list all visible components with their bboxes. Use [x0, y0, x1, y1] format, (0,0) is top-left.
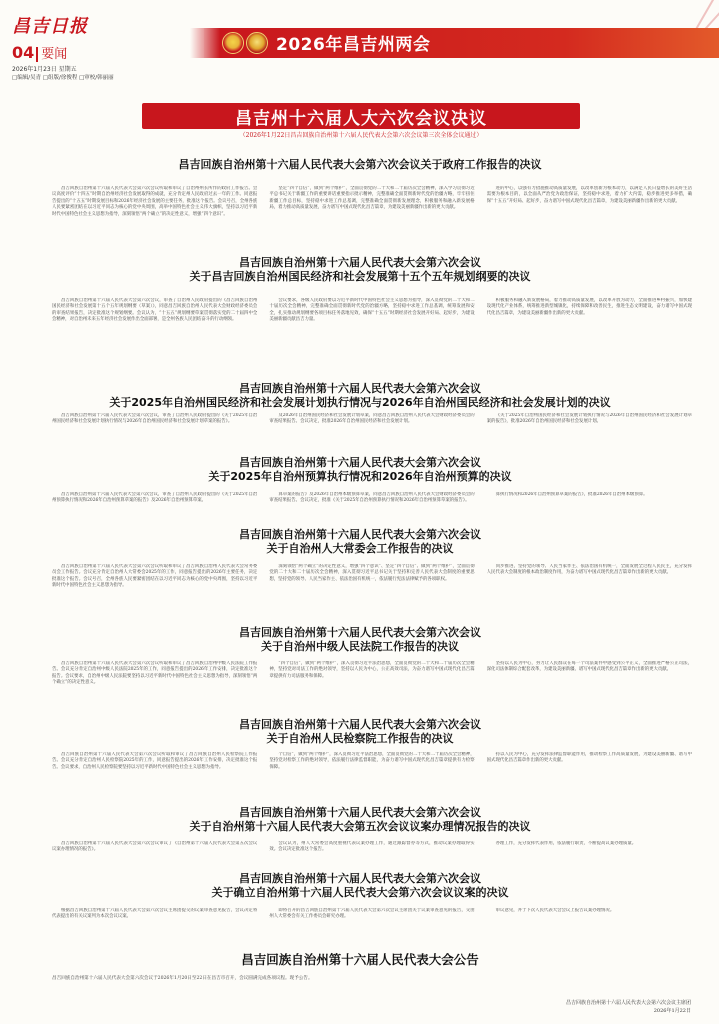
text-column: [269, 661, 474, 699]
section-name: 要闻: [36, 47, 67, 62]
resolution-body: [52, 661, 692, 699]
text-column: [487, 841, 692, 861]
paragraph: 算执行情况和2026年自治州预算草案的报告》，批准2026年自治州本级预算。: [495, 492, 648, 497]
paragraph: 及2026年自治州国民经济和社会发展计划草案，同意昌吉回族自治州人民代表大会财政经济委员会的审查结果报告。会议决定，批准2026年自治州国民经济和社会发展计划。: [269, 413, 475, 425]
issue-date: 2026年1月23日 星期五: [12, 66, 77, 73]
paragraph: 持以人民为中心，充分发挥法律监督职能作用，推动检察工作高质量发展，为建设美丽新疆、谱写中国式现代化昌吉篇章作出新的更大贡献。: [486, 752, 692, 764]
text-column: [487, 661, 692, 699]
text-column: [269, 298, 474, 350]
resolution-body: [52, 841, 692, 861]
resolution-body: [52, 752, 692, 788]
resolution-title-line1: 昌吉回族自治州第十六届人民代表大会第六次会议: [239, 718, 481, 731]
resolution-title: [50, 626, 670, 654]
paragraph: 昌吉回族自治州第十六届人民代表大会第六次会议，审查了自治州人民政府提出的《昌吉回族自治州国民经济和社会发展第十五个五年规划纲要（草案）》，同意昌吉回族自治州人民代表大会财政经济委员会的审查结果报告，决定批准这个规划纲要。会议认为，“十五五”规划纲要草案贯彻落实党的二十届四中全会精神，对自治州未来五年经济社会发展作出全面部署，是全州各族人民团结奋斗的行动纲领。: [52, 298, 258, 323]
text-column: [52, 564, 257, 604]
paragraph: 坚定“四个自信”，做到“两个维护”，全面贯彻党的二十大和二十届历次全会精神，深入学习贯彻习近平总书记关于新疆工作的重要讲话重要指示批示精神，完整准确全面贯彻新时代党的治疆方略，牢牢扭住新疆工作总目标，坚持稳中求进工作总基调，完整准确全面贯彻新发展理念，积极服务和融入新发展格局，着力推动高质量发展，奋力谱写中国式现代化昌吉篇章，为建设美丽新疆作出新的更大贡献。: [269, 186, 475, 211]
masthead: [0, 0, 719, 88]
paragraph: 进的中心，以强有力措施推动高质量发展，以改革创新为根本动力，以满足人民日益增长的美好生活需要为根本目的，以全面从严治党为政治保证，坚持稳中求进，着力扩大内需，稳步推进更多举措，确保“十五五”开好局、起好步，奋力谱写中国式现代化昌吉篇章，为建设美丽新疆作出新的更大贡献。: [486, 186, 692, 204]
paragraph: 昌吉回族自治州第十六届人民代表大会第六次会议，审查了自治州人民政府提出的《关于2025年自治州国民经济和社会发展计划执行情况与2026年自治州国民经济和社会发展计划草案的报告》。: [52, 413, 258, 425]
resolution-title: [50, 528, 670, 556]
resolution-body: [52, 564, 692, 604]
text-column: [487, 564, 692, 604]
cppcc-emblem-icon: [246, 32, 268, 54]
editor-credits: □编辑/吴青 □组版/徐俊程 □审校/韩丽丽: [12, 75, 114, 81]
text-column: [269, 186, 474, 234]
text-column: [52, 752, 257, 788]
resolution-title-line2: 关于昌吉回族自治州国民经济和社会发展第十五个五年规划纲要的决议: [189, 270, 531, 283]
paragraph: 昌吉回族自治州第十六届人民代表大会第六次会议听取和审议了昌吉回族自治州中级人民法院工作报告。会议充分肯定自治州中级人民法院2025年的工作，同意报告提出的2026年工作安排，决定批准这个报告。会议要求，自治州中级人民法院要坚持以习近平新时代中国特色社会主义思想为指导，深刻领悟“两个确立”的决定性意义。: [52, 661, 258, 686]
text-column: [269, 752, 474, 788]
resolution-title-line1: 昌吉回族自治州第十六届人民代表大会第六次会议: [239, 872, 481, 885]
text-column: [52, 186, 257, 234]
resolution-body: [52, 492, 692, 512]
paragraph: 昌吉回族自治州第十六届人民代表大会第六次会议，审查了自治州人民政府提出的《关于2025年自治州预算执行情况和2026年自治州预算草案的报告》及2026年自治州预算草案。: [52, 492, 258, 504]
resolution-title-line2: 关于自治州中级人民法院工作报告的决议: [261, 640, 459, 653]
notice-signature: [566, 1000, 691, 1015]
text-column: [487, 413, 692, 433]
resolution-title-line2: 关于自治州第十六届人民代表大会第五次会议议案办理情况报告的决议: [189, 820, 531, 833]
resolution-body: [52, 413, 692, 433]
page-number: [12, 43, 67, 62]
notice-body: 昌吉回族自治州第十六届人民代表大会第六次会议于2026年1月20日至22日在昌吉市召开，会议圆满完成各项议程。现予公告。: [52, 976, 313, 981]
paragraph: 即将召开的昌吉回族自治州第十六届人民代表大会第六次会议主席团关于议案审查意见的报告，交由州人大常委会有关工作委员会研究办理。: [269, 908, 475, 920]
paragraph: 昌吉回族自治州第十六届人民代表大会第六次会议审议了《自治州第十六届人民代表大会第五次会议议案办理情况的报告》。: [52, 841, 258, 853]
text-column: [487, 298, 692, 350]
resolution-title: [50, 382, 670, 410]
banner-fade: [190, 28, 220, 58]
text-column: [52, 661, 257, 699]
banner-title: 2026年昌吉州两会: [276, 35, 431, 55]
notice-sign-org: 昌吉回族自治州第十六届人民代表大会第六次会议主席团: [565, 1000, 691, 1006]
paragraph: 昌吉回族自治州第十六届人民代表大会第六次会议听取和审议了自治州州长所作的政府工作报告。会议高度评价“十四五”时期自治州经济社会发展取得的成就，充分肯定州人民政府过去一年的工作。同意报告提出的“十五五”时期发展目标和2026年经济社会发展的主要任务，批准这个报告。会议号召，全州各族人民要紧密团结在以习近平同志为核心的党中央周围，高举中国特色社会主义伟大旗帜，坚持以习近平新时代中国特色社会主义思想为指导，深刻领悟“两个确立”的决定性意义，增强“四个意识”。: [52, 186, 258, 217]
paragraph: 坚持以人民为中心，努力让人民群众在每一个司法案件中感受到公平正义，全面推进严格公正司法，深化司法体制综合配套改革，为建设美丽新疆、谱写中国式现代化昌吉篇章作出新的更大贡献。: [486, 661, 692, 673]
text-column: [269, 413, 474, 433]
resolution-title-line2: 关于自治州人民检察院工作报告的决议: [266, 732, 454, 745]
resolution-title-line1: 昌吉回族自治州第十六届人民代表大会第六次会议: [239, 806, 481, 819]
main-subtitle: （2026年1月22日昌吉回族自治州第十六届人民代表大会第六次会议第三次全体会议通过）: [239, 132, 483, 139]
resolution-title-line1: 昌吉回族自治州第十六届人民代表大会第六次会议: [239, 626, 481, 639]
paragraph: 办理工作，充分发挥代表作用，依法履行职责，不断提高议案办理质量。: [495, 841, 637, 846]
paragraph: 根据昌吉回族自治州第十六届人民代表大会第六次会议主席团提交的议案审查意见报告，会议决定将代表提出的有关议案列为本次会议议案。: [52, 908, 258, 920]
paragraph: 算草案的报告》及2026年自治州本级预算草案，同意昌吉回族自治州人民代表大会财政经济委员会的审查结果报告。会议决定，批准《关于2025年自治州预算执行情况和2026年自治州预算草案的报告》。: [269, 492, 475, 504]
resolution-body: [52, 908, 692, 928]
resolution-title-line2: 关于自治州人大常委会工作报告的决议: [266, 542, 454, 555]
paragraph: 积极服务和融入新发展格局，着力推动高质量发展，以改革开放为动力，全面推进乡村振兴，加快建设现代化产业体系，统筹推进新型城镇化，持续保障和改善民生，推进生态文明建设，奋力谱写中国式现代化昌吉篇章，为建设美丽新疆作出新的更大贡献。: [486, 298, 692, 316]
text-column: [269, 564, 474, 604]
main-title: 昌吉州十六届人大六次会议决议: [235, 109, 487, 129]
paragraph: 会议认为，州人大常委会高度重视代表议案办理工作，通过跟踪督办等方式，推动议案办理取得实效。会议决定批准这个报告。: [269, 841, 475, 853]
resolution-title: [50, 872, 670, 900]
paragraph: 个自信”，做到“两个维护”，深入贯彻习近平法治思想，全面贯彻党的二十大和二十届历次全会精神，坚持党对检察工作的绝对领导，依法履行法律监督职能，为奋力谱写中国式现代化昌吉篇章提供有力检察保障。: [269, 752, 475, 770]
resolution-title-line1: 昌吉回族自治州第十六届人民代表大会第六次会议关于政府工作报告的决议: [178, 158, 542, 171]
text-column: [52, 298, 257, 350]
resolution-title-line2: 关于确立自治州第十六届人民代表大会第六次会议议案的决议: [211, 886, 509, 899]
resolution-title: [50, 806, 670, 834]
notice-title: 昌吉回族自治州第十六届人民代表大会公告: [241, 952, 479, 967]
paragraph: 审议意见，并于下次人民代表大会会议上报告议案办理情况。: [495, 908, 615, 913]
newspaper-logo: 昌吉日报: [12, 16, 88, 37]
paragraph: 昌吉回族自治州第十六届人民代表大会第六次会议听取和审议了昌吉回族自治州人民代表大会常务委员会工作报告。会议充分肯定自治州人大常委会2025年的工作，同意报告提出的2026年主要任务，决定批准这个报告。会议号召，全州各族人民要紧密团结在以习近平同志为核心的党中央周围，坚持以习近平新时代中国特色社会主义思想为指导。: [52, 564, 258, 589]
resolution-body: [52, 298, 692, 350]
paragraph: 昌吉回族自治州第十六届人民代表大会第六次会议听取和审议了昌吉回族自治州人民检察院工作报告。会议充分肯定自治州人民检察院2025年的工作，同意报告提出的2026年工作安排，决定批准这个报告。会议要求，自治州人民检察院要坚持以习近平新时代中国特色社会主义思想为指导。: [52, 752, 258, 770]
text-column: [487, 908, 692, 928]
resolution-title: [50, 718, 670, 746]
paragraph: 会议要求，各级人民政府要以习近平新时代中国特色社会主义思想为指导，深入贯彻党的二十大和二十届历次全会精神，完整准确全面贯彻新时代党的治疆方略，坚持稳中求进工作总基调，统筹发展和安全，扎实推动规划纲要各项目标任务落地见效，确保“十五五”时期经济社会发展开好局、起好步，为建设美丽新疆贡献昌吉力量。: [269, 298, 475, 323]
notice-sign-date: 2026年1月22日: [653, 1007, 691, 1014]
text-column: [487, 186, 692, 234]
resolution-title-line1: 昌吉回族自治州第十六届人民代表大会第六次会议: [239, 256, 481, 269]
paragraph: 深刻领悟“两个确立”的决定性意义，增强“四个意识”、坚定“四个自信”、做到“两个维护”，全面贯彻党的二十大和二十届历次全会精神，深入贯彻习近平总书记关于坚持和完善人民代表大会制度的重要思想，坚持党的领导、人民当家作主、依法治国有机统一，依法履行宪法法律赋予的各项职权。: [269, 564, 475, 582]
text-column: [269, 492, 474, 512]
resolution-title-line1: 昌吉回族自治州第十六届人民代表大会第六次会议: [239, 456, 481, 469]
text-column: [269, 908, 474, 928]
text-column: [487, 752, 692, 788]
paragraph: 同步推进，坚持党的领导、人民当家作主、依法治国有机统一，全面发展全过程人民民主，充分发挥人民代表大会制度的根本政治制度作用，为奋力谱写中国式现代化昌吉篇章作出新的更大贡献。: [486, 564, 692, 576]
resolution-title-line1: 昌吉回族自治州第十六届人民代表大会第六次会议: [239, 382, 481, 395]
paragraph: 《关于2025年自治州国民经济和社会发展计划执行情况与2026年自治州国民经济和社会发展计划草案的报告》，批准2026年自治州国民经济和社会发展计划。: [486, 413, 692, 425]
text-column: [487, 492, 692, 512]
paragraph: “四个自信”，做到“两个维护”，深入贯彻习近平法治思想，全面贯彻党的二十大和二十届历次全会精神，坚持党对司法工作的绝对领导，坚持以人民为中心，公正高效司法，为奋力谱写中国式现代化昌吉篇章提供有力司法服务和保障。: [269, 661, 475, 679]
page-number-value: 04: [12, 43, 35, 62]
text-column: [52, 908, 257, 928]
resolution-title-line2: 关于2025年自治州预算执行情况和2026年自治州预算的决议: [208, 470, 512, 483]
text-column: [52, 841, 257, 861]
resolution-title: [50, 256, 670, 284]
national-emblem-icon: [222, 32, 244, 54]
resolution-title-line2: 关于2025年自治州国民经济和社会发展计划执行情况与2026年自治州国民经济和社会发展计划的决议: [109, 396, 611, 409]
text-column: [269, 841, 474, 861]
text-column: [52, 492, 257, 512]
resolution-title-line1: 昌吉回族自治州第十六届人民代表大会第六次会议: [239, 528, 481, 541]
resolution-body: [52, 186, 692, 234]
text-column: [52, 413, 257, 433]
resolution-title: [50, 456, 670, 484]
resolution-title: [50, 158, 670, 172]
